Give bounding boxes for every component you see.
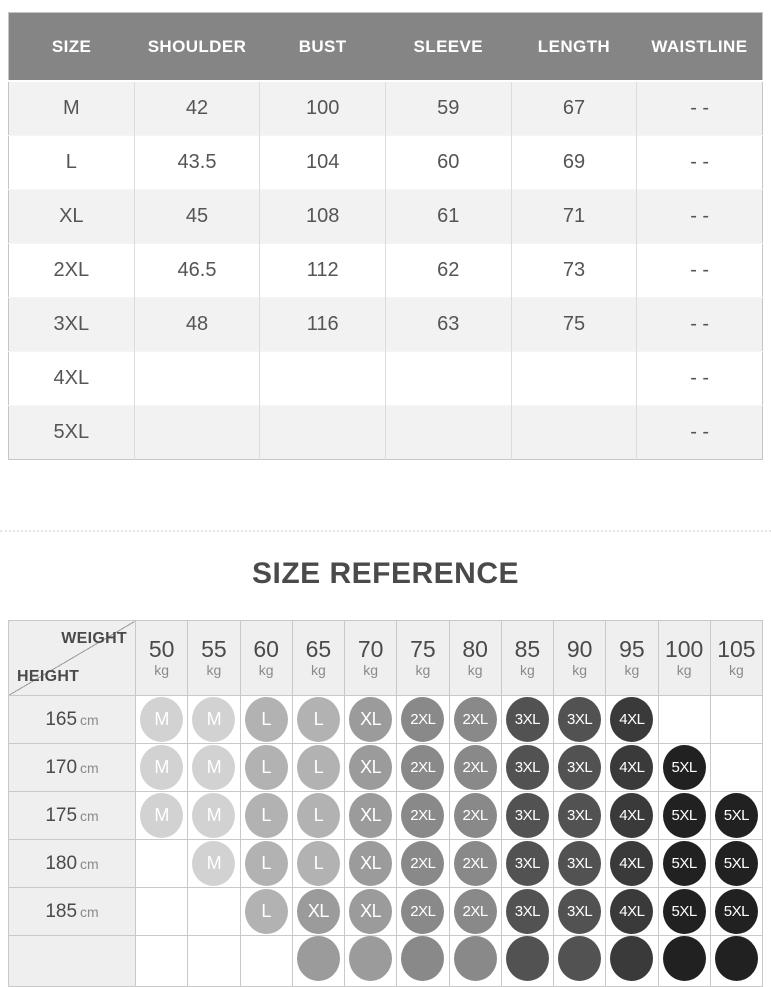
column-header-waistline: WAISTLINE: [637, 13, 763, 82]
measurement-row-5xl: [9, 406, 763, 460]
size-recommendation-cell: [292, 840, 344, 888]
size-recommendation-cell: [397, 888, 449, 936]
weight-header-50kg: [136, 621, 188, 696]
size-recommendation-cell: [345, 744, 397, 792]
measurement-value-cell: 42: [134, 81, 260, 136]
weight-header-70kg: [345, 621, 397, 696]
size-circle-m: M: [140, 745, 183, 790]
size-recommendation-cell: [449, 744, 501, 792]
size-recommendation-cell: [292, 936, 344, 987]
measurement-row-2xl: [9, 244, 763, 298]
column-header-sleeve: SLEEVE: [385, 13, 511, 82]
height-unit: cm: [80, 807, 99, 824]
measurement-value-cell: [134, 406, 260, 460]
size-circle-xl: XL: [297, 889, 340, 934]
weight-value: 55: [201, 635, 227, 662]
weight-header-90kg: [554, 621, 606, 696]
measurement-value-cell: [134, 352, 260, 406]
section-divider: [0, 530, 771, 532]
size-recommendation-cell: [658, 840, 710, 888]
measurement-value-cell: [511, 406, 637, 460]
size-circle-l: L: [297, 841, 340, 886]
size-circle-3xl: 3XL: [558, 697, 601, 742]
measurement-value-cell: 60: [385, 136, 511, 190]
measurement-value-cell: 45: [134, 190, 260, 244]
weight-value: 65: [305, 635, 332, 662]
column-header-shoulder: SHOULDER: [134, 13, 260, 82]
size-recommendation-cell: [136, 792, 188, 840]
size-recommendation-cell: [554, 744, 606, 792]
height-label-cell: 165 cm: [9, 696, 136, 744]
size-label-cell: 2XL: [9, 244, 135, 298]
weight-value: 90: [566, 635, 593, 662]
size-circle-4xl: 4XL: [610, 793, 653, 838]
height-unit: cm: [80, 855, 99, 872]
size-circle-l: L: [245, 745, 288, 790]
size-recommendation-cell: [188, 744, 240, 792]
measurement-row-4xl: [9, 352, 763, 406]
size-circle-m: M: [192, 793, 235, 838]
measurement-value-cell: 73: [511, 244, 637, 298]
empty-cell: [188, 936, 240, 987]
measurement-value-cell: 71: [511, 190, 637, 244]
size-recommendation-cell: [449, 792, 501, 840]
size-circle: [506, 936, 549, 981]
size-recommendation-cell: [240, 792, 292, 840]
size-circle-l: L: [245, 697, 288, 742]
measurement-value-cell: [260, 352, 386, 406]
size-circle-2xl: 2XL: [401, 841, 444, 886]
size-recommendation-cell: [345, 888, 397, 936]
size-label-cell: M: [9, 81, 135, 136]
size-recommendation-cell: [240, 840, 292, 888]
size-label-cell: L: [9, 136, 135, 190]
size-circle-2xl: 2XL: [454, 841, 497, 886]
size-recommendation-cell: [658, 936, 710, 987]
size-circle-5xl: 5XL: [663, 841, 706, 886]
measurement-value-cell: 59: [385, 81, 511, 136]
column-header-length: LENGTH: [511, 13, 637, 82]
size-circle-xl: XL: [349, 841, 392, 886]
size-circle-5xl: 5XL: [663, 745, 706, 790]
size-circle-3xl: 3XL: [506, 889, 549, 934]
size-circle-5xl: 5XL: [715, 841, 758, 886]
height-unit: cm: [80, 759, 99, 776]
measurement-table: [8, 12, 763, 460]
size-recommendation-cell: [345, 840, 397, 888]
weight-unit: kg: [258, 662, 274, 679]
measurement-table-header-row: [9, 13, 763, 82]
weight-value: 70: [357, 635, 384, 662]
size-circle-3xl: 3XL: [506, 841, 549, 886]
weight-unit: kg: [415, 662, 431, 679]
weight-unit: kg: [624, 662, 640, 679]
height-row-partial: [9, 936, 763, 987]
measurement-value-cell: 61: [385, 190, 511, 244]
empty-cell: [136, 936, 188, 987]
size-recommendation-cell: [240, 696, 292, 744]
measurement-table-body: [9, 81, 763, 460]
height-label-cell: 170 cm: [9, 744, 136, 792]
measurement-value-cell: 100: [260, 81, 386, 136]
weight-unit: kg: [519, 662, 535, 679]
size-recommendation-cell: [710, 936, 762, 987]
empty-cell: [710, 744, 762, 792]
size-recommendation-cell: [554, 696, 606, 744]
size-circle-2xl: 2XL: [454, 889, 497, 934]
size-circle-5xl: 5XL: [663, 793, 706, 838]
size-recommendation-cell: [606, 936, 658, 987]
measurement-value-cell: [260, 406, 386, 460]
weight-header-75kg: [397, 621, 449, 696]
size-circle-l: L: [297, 793, 340, 838]
size-recommendation-cell: [606, 696, 658, 744]
measurement-value-cell: - -: [637, 190, 763, 244]
height-weight-corner-cell: [9, 621, 136, 696]
size-circle-m: M: [192, 697, 235, 742]
size-circle-2xl: 2XL: [401, 745, 444, 790]
corner-height-label: HEIGHT: [17, 668, 80, 685]
measurement-value-cell: 43.5: [134, 136, 260, 190]
empty-cell: [136, 840, 188, 888]
size-circle-l: L: [245, 793, 288, 838]
size-circle-4xl: 4XL: [610, 697, 653, 742]
weight-value: 85: [514, 635, 541, 662]
measurement-value-cell: - -: [637, 244, 763, 298]
measurement-row-xl: [9, 190, 763, 244]
size-recommendation-cell: [449, 840, 501, 888]
weight-value: 95: [619, 635, 645, 662]
corner-weight-label: WEIGHT: [61, 630, 127, 647]
size-circle-5xl: 5XL: [663, 889, 706, 934]
size-recommendation-cell: [501, 888, 553, 936]
measurement-value-cell: [511, 352, 637, 406]
size-circle-l: L: [297, 745, 340, 790]
size-circle-2xl: 2XL: [454, 697, 497, 742]
size-recommendation-cell: [397, 792, 449, 840]
size-recommendation-cell: [397, 936, 449, 987]
size-recommendation-cell: [554, 792, 606, 840]
size-recommendation-cell: [292, 888, 344, 936]
size-circle-m: M: [140, 793, 183, 838]
height-row-170cm: [9, 744, 763, 792]
size-recommendation-cell: [449, 936, 501, 987]
measurement-value-cell: 63: [385, 298, 511, 352]
size-recommendation-cell: [501, 696, 553, 744]
size-recommendation-cell: [554, 936, 606, 987]
weight-header-60kg: [240, 621, 292, 696]
measurement-value-cell: - -: [637, 136, 763, 190]
size-circle-3xl: 3XL: [558, 889, 601, 934]
size-circle-3xl: 3XL: [506, 793, 549, 838]
size-circle-3xl: 3XL: [506, 745, 549, 790]
measurement-value-cell: 104: [260, 136, 386, 190]
size-recommendation-cell: [345, 696, 397, 744]
size-recommendation-cell: [606, 888, 658, 936]
measurement-value-cell: 112: [260, 244, 386, 298]
height-label-cell: 175 cm: [9, 792, 136, 840]
measurement-value-cell: 62: [385, 244, 511, 298]
size-recommendation-cell: [606, 792, 658, 840]
height-label-cell: 185 cm: [9, 888, 136, 936]
size-recommendation-cell: [710, 888, 762, 936]
empty-cell: [240, 936, 292, 987]
size-recommendation-cell: [397, 744, 449, 792]
size-circle: [663, 936, 706, 981]
size-reference-table: [8, 620, 763, 987]
size-reference-body: [9, 696, 763, 987]
weight-value: 75: [410, 635, 436, 662]
weight-value: 80: [462, 635, 488, 662]
size-recommendation-cell: [292, 792, 344, 840]
size-circle: [297, 936, 340, 981]
measurement-row-m: [9, 81, 763, 136]
measurement-value-cell: 116: [260, 298, 386, 352]
size-circle-2xl: 2XL: [454, 745, 497, 790]
weight-value: 50: [148, 635, 175, 662]
size-circle-3xl: 3XL: [558, 841, 601, 886]
size-circle: [558, 936, 601, 981]
size-recommendation-cell: [606, 744, 658, 792]
size-circle-4xl: 4XL: [610, 745, 653, 790]
size-recommendation-cell: [188, 840, 240, 888]
weight-value: 105: [717, 635, 756, 662]
size-recommendation-cell: [345, 792, 397, 840]
size-circle-m: M: [140, 697, 183, 742]
weight-unit: kg: [728, 662, 744, 679]
size-circle-m: M: [192, 745, 235, 790]
measurement-value-cell: - -: [637, 298, 763, 352]
measurement-value-cell: - -: [637, 406, 763, 460]
size-circle-2xl: 2XL: [401, 793, 444, 838]
weight-header-65kg: [292, 621, 344, 696]
size-recommendation-cell: [501, 840, 553, 888]
size-recommendation-cell: [292, 744, 344, 792]
empty-cell: [658, 696, 710, 744]
size-circle: [454, 936, 497, 981]
size-circle-l: L: [297, 697, 340, 742]
weight-unit: kg: [154, 662, 170, 679]
height-unit: cm: [80, 711, 99, 728]
size-recommendation-cell: [397, 840, 449, 888]
size-circle-3xl: 3XL: [558, 745, 601, 790]
size-recommendation-cell: [240, 888, 292, 936]
size-circle-2xl: 2XL: [401, 889, 444, 934]
weight-unit: kg: [676, 662, 692, 679]
size-circle: [401, 936, 444, 981]
size-circle-2xl: 2XL: [401, 697, 444, 742]
size-recommendation-cell: [658, 888, 710, 936]
size-label-cell: XL: [9, 190, 135, 244]
size-circle: [349, 936, 392, 981]
measurement-value-cell: 69: [511, 136, 637, 190]
weight-value: 100: [664, 635, 704, 662]
measurement-value-cell: 48: [134, 298, 260, 352]
size-label-cell: 5XL: [9, 406, 135, 460]
size-recommendation-cell: [501, 936, 553, 987]
height-row-180cm: [9, 840, 763, 888]
weight-unit: kg: [310, 662, 326, 679]
size-circle-l: L: [245, 889, 288, 934]
size-recommendation-cell: [136, 744, 188, 792]
size-label-cell: 3XL: [9, 298, 135, 352]
weight-header-85kg: [501, 621, 553, 696]
size-recommendation-cell: [606, 840, 658, 888]
measurement-row-l: [9, 136, 763, 190]
size-circle-5xl: 5XL: [715, 889, 758, 934]
size-circle-3xl: 3XL: [558, 793, 601, 838]
size-recommendation-cell: [554, 888, 606, 936]
weight-unit: kg: [572, 662, 588, 679]
size-circle-l: L: [245, 841, 288, 886]
size-circle-4xl: 4XL: [610, 841, 653, 886]
column-header-bust: BUST: [260, 13, 386, 82]
size-reference-title: SIZE REFERENCE: [251, 557, 520, 590]
size-recommendation-cell: [658, 744, 710, 792]
size-circle-xl: XL: [349, 889, 392, 934]
size-recommendation-cell: [449, 888, 501, 936]
size-recommendation-cell: [501, 792, 553, 840]
weight-header-100kg: [658, 621, 710, 696]
weight-value: 60: [253, 635, 279, 662]
weight-unit: kg: [467, 662, 483, 679]
measurement-value-cell: - -: [637, 352, 763, 406]
size-circle: [610, 936, 653, 981]
size-circle-xl: XL: [349, 793, 392, 838]
measurement-value-cell: [385, 352, 511, 406]
size-recommendation-cell: [449, 696, 501, 744]
weight-header-95kg: [606, 621, 658, 696]
empty-cell: [136, 888, 188, 936]
size-circle-m: M: [192, 841, 235, 886]
size-recommendation-cell: [710, 840, 762, 888]
size-circle-xl: XL: [349, 745, 392, 790]
size-recommendation-cell: [292, 696, 344, 744]
weight-header-80kg: [449, 621, 501, 696]
size-recommendation-cell: [345, 936, 397, 987]
column-header-size: SIZE: [9, 13, 135, 82]
height-row-165cm: [9, 696, 763, 744]
size-recommendation-cell: [136, 696, 188, 744]
size-circle-2xl: 2XL: [454, 793, 497, 838]
size-circle-4xl: 4XL: [610, 889, 653, 934]
size-circle-3xl: 3XL: [506, 697, 549, 742]
size-reference-header-row: [9, 621, 763, 696]
height-row-175cm: [9, 792, 763, 840]
measurement-value-cell: [385, 406, 511, 460]
measurement-value-cell: 108: [260, 190, 386, 244]
height-unit: cm: [80, 903, 99, 920]
size-circle-xl: XL: [349, 697, 392, 742]
size-recommendation-cell: [710, 792, 762, 840]
size-recommendation-cell: [554, 840, 606, 888]
size-recommendation-cell: [397, 696, 449, 744]
size-recommendation-cell: [188, 792, 240, 840]
weight-unit: kg: [363, 662, 379, 679]
height-row-185cm: [9, 888, 763, 936]
weight-header-55kg: [188, 621, 240, 696]
size-recommendation-cell: [658, 792, 710, 840]
height-label-cell: 180 cm: [9, 840, 136, 888]
size-recommendation-cell: [240, 744, 292, 792]
measurement-value-cell: 75: [511, 298, 637, 352]
size-label-cell: 4XL: [9, 352, 135, 406]
weight-header-105kg: [710, 621, 762, 696]
empty-cell: [710, 696, 762, 744]
size-recommendation-cell: [188, 696, 240, 744]
measurement-value-cell: 46.5: [134, 244, 260, 298]
measurement-value-cell: - -: [637, 81, 763, 136]
size-circle: [715, 936, 758, 981]
size-circle-5xl: 5XL: [715, 793, 758, 838]
size-recommendation-cell: [501, 744, 553, 792]
weight-unit: kg: [206, 662, 222, 679]
empty-cell: [188, 888, 240, 936]
height-label-cell: [9, 936, 136, 987]
measurement-value-cell: 67: [511, 81, 637, 136]
measurement-row-3xl: [9, 298, 763, 352]
